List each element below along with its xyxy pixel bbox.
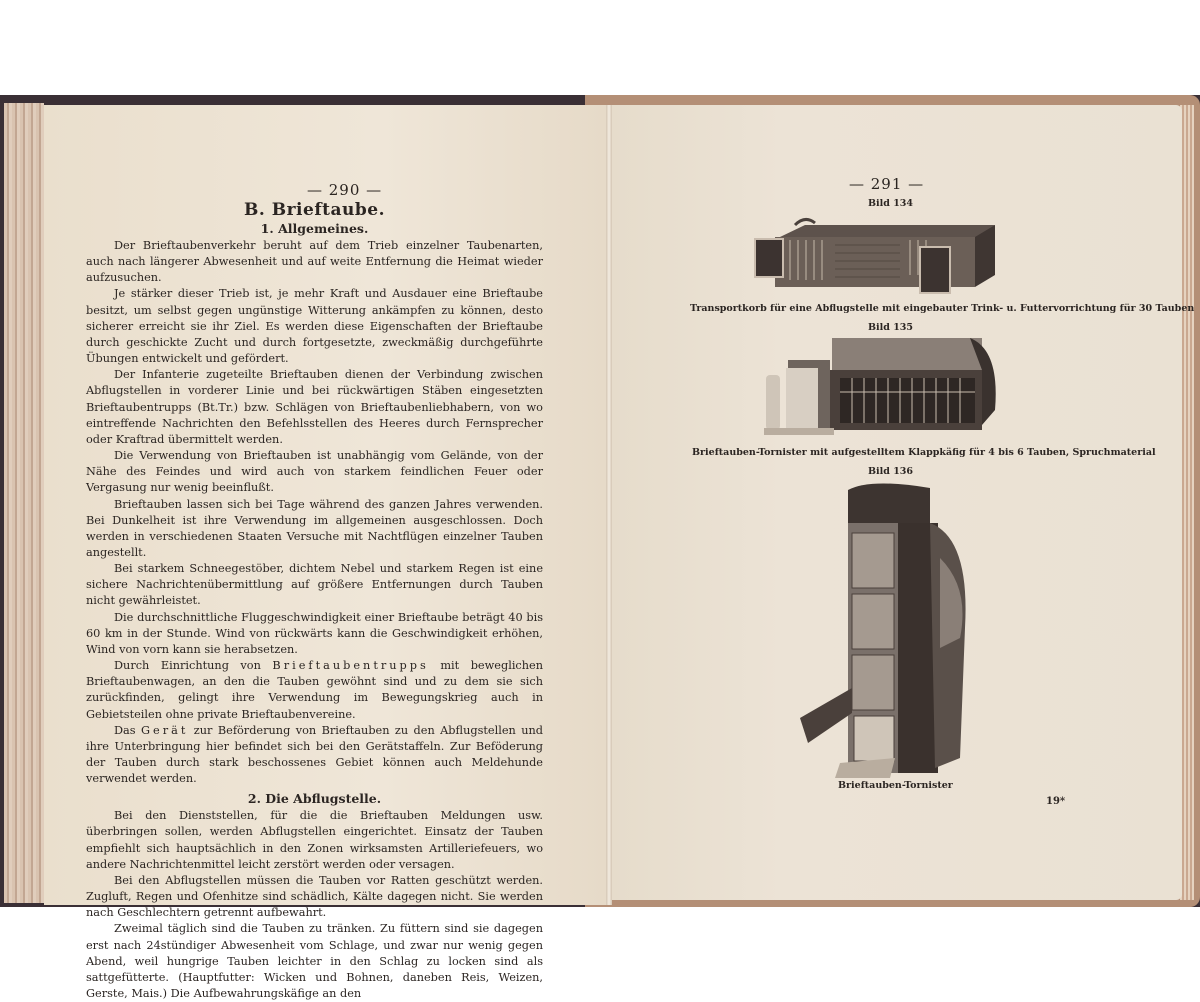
paragraph: Die Verwendung von Brieftauben ist unabhängig vom Gelände, von der Nähe des Feindes und wird auch von starkem feindlichen Feuer oder Vergasung nur wenig beeinflußt.	[86, 449, 543, 495]
transport-basket-illustration	[750, 215, 1010, 295]
subsection-title-1: 1. Allgemeines.	[260, 221, 369, 236]
text-run: Durch Einrichtung von	[114, 659, 273, 673]
figure-label-134: Bild 134	[868, 198, 914, 209]
figure-label-135: Bild 135	[868, 322, 914, 333]
page-edges-right	[1180, 105, 1194, 900]
page-number-left: — 290 —	[307, 181, 383, 199]
figure-label-136: Bild 136	[868, 466, 914, 477]
paragraph: Der Brieftaubenverkehr beruht auf dem Trieb einzelner Taubenarten, auch nach längerer Abwesenheit und auf weite Entfernung die Heimat wieder aufzusuchen.	[86, 239, 543, 285]
text-run: zur Beförderung von Brieftauben zu den Abflugstellen und ihre Unterbringung hier befindet sich bei den Gerätstaffeln. Zur Beföderung der Tauben durch stark beschossenes Gebiet können auch Meldehunde verwendet werden.	[86, 723, 543, 786]
paragraph-geraet	[86, 723, 543, 788]
paragraph: Bei den Abflugstellen müssen die Tauben vor Ratten geschützt werden. Zugluft, Regen und Ofenhitze sind schädlich, Kälte dagegen nicht. Sie werden nach Geschlechtern getrennt aufbewahrt.	[86, 873, 543, 920]
page-number-right: — 291 —	[849, 175, 925, 193]
text-run: Das	[114, 723, 141, 737]
section-title: B. Brieftaube.	[244, 200, 385, 220]
figure-caption-136: Brieftauben-Tornister	[838, 780, 953, 791]
paragraph-trupps	[86, 658, 543, 723]
subsection-title-2: 2. Die Abflugstelle.	[247, 791, 382, 807]
figure-caption-135: Brieftauben-Tornister mit aufgestelltem Klappkäfig für 4 bis 6 Tauben, Spruchmaterial	[692, 447, 1156, 458]
signature-mark: 19*	[1046, 796, 1066, 807]
page-edges-left	[4, 103, 44, 903]
paragraph: Brieftauben lassen sich bei Tage während des ganzen Jahres verwenden. Bei Dunkelheit ist ihre Verwendung im allgemeinen ausgeschlossen. Doch werden in verschiedenen Staaten Versuche mit Nachtflügen einzelner Tauben angestellt.	[86, 497, 543, 559]
paragraph: Der Infanterie zugeteilte Brieftauben dienen der Verbindung zwischen Abflugstellen in vorderer Linie und bei rückwärtigen Stäben eingesetzten Brieftaubentrupps (Bt.Tr.) bzw. Schlägen von Brieftaubenliebhabern, von wo eintreffende Nachrichten den Befehlsstellen des Heeres durch Fernsprecher oder Kraftrad übermittelt werden.	[86, 368, 543, 446]
pigeon-backpack-cage-illustration	[760, 330, 1010, 435]
figure-caption-134: Transportkorb für eine Abflugstelle mit eingebauter Trink- u. Futtervorrichtung für 30 Tauben	[690, 303, 1195, 314]
emphasis-spaced: Gerät	[141, 723, 189, 737]
paragraph: Die durchschnittliche Fluggeschwindigkeit einer Brieftaube beträgt 40 bis 60 km in der Stunde. Wind von rückwärts kann die Geschwindigkeit erhöhen, Wind von vorn kann sie herabsetzen.	[86, 610, 543, 656]
text-run: mit beweglichen Brieftaubenwagen, an den die Tauben gewöhnt sind und zu dem sie sich zurückfinden, gelingt ihre Verwendung im Bewegungskrieg auch in Gebietsteilen ohne private Brieftaubenvereine.	[86, 659, 543, 721]
paragraph: Zweimal täglich sind die Tauben zu tränken. Zu füttern sind sie dagegen erst nach 24stündiger Abwesenheit vom Schlage, und zwar nur wenig gegen Abend, weil hungrige Tauben leichter in den Schlag zu locken sind als sattgefütterte. (Hauptfutter: Wicken und Bohnen, daneben Reis, Weizen, Gerste, Mais.) Die Aufbewahrungskäfige an den	[86, 922, 543, 1001]
paragraph: Bei den Dienststellen, für die die Brieftauben Meldungen usw. überbringen sollen, werden Abflugstellen eingerichtet. Einsatz der Tauben empfiehlt sich hauptsächlich in den Zonen wirksamsten Artilleriefeuers, wo andere Nachrichtenmittel leicht zerstört werden oder versagen.	[86, 809, 543, 871]
paragraph: Bei starkem Schneegestöber, dichtem Nebel und starkem Regen ist eine sichere Nachrichtenübermittlung auf größere Entfernungen durch Tauben nicht gewährleistet.	[86, 562, 543, 608]
emphasis-spaced: Brieftaubentrupps	[272, 659, 429, 673]
left-page-text	[86, 200, 543, 1002]
pigeon-backpack-illustration	[780, 478, 980, 778]
paragraph: Je stärker dieser Trieb ist, je mehr Kraft und Ausdauer eine Brieftaube besitzt, um selbst gegen ungünstige Witterung ankämpfen zu können, desto sicherer erreicht sie ihr Ziel. Es werden diese Eigenschaften der Brieftaube durch geschickte Zucht und durch fortgesetzte, zweckmäßig durchgeführte Übungen entwickelt und gefördert.	[86, 287, 543, 366]
